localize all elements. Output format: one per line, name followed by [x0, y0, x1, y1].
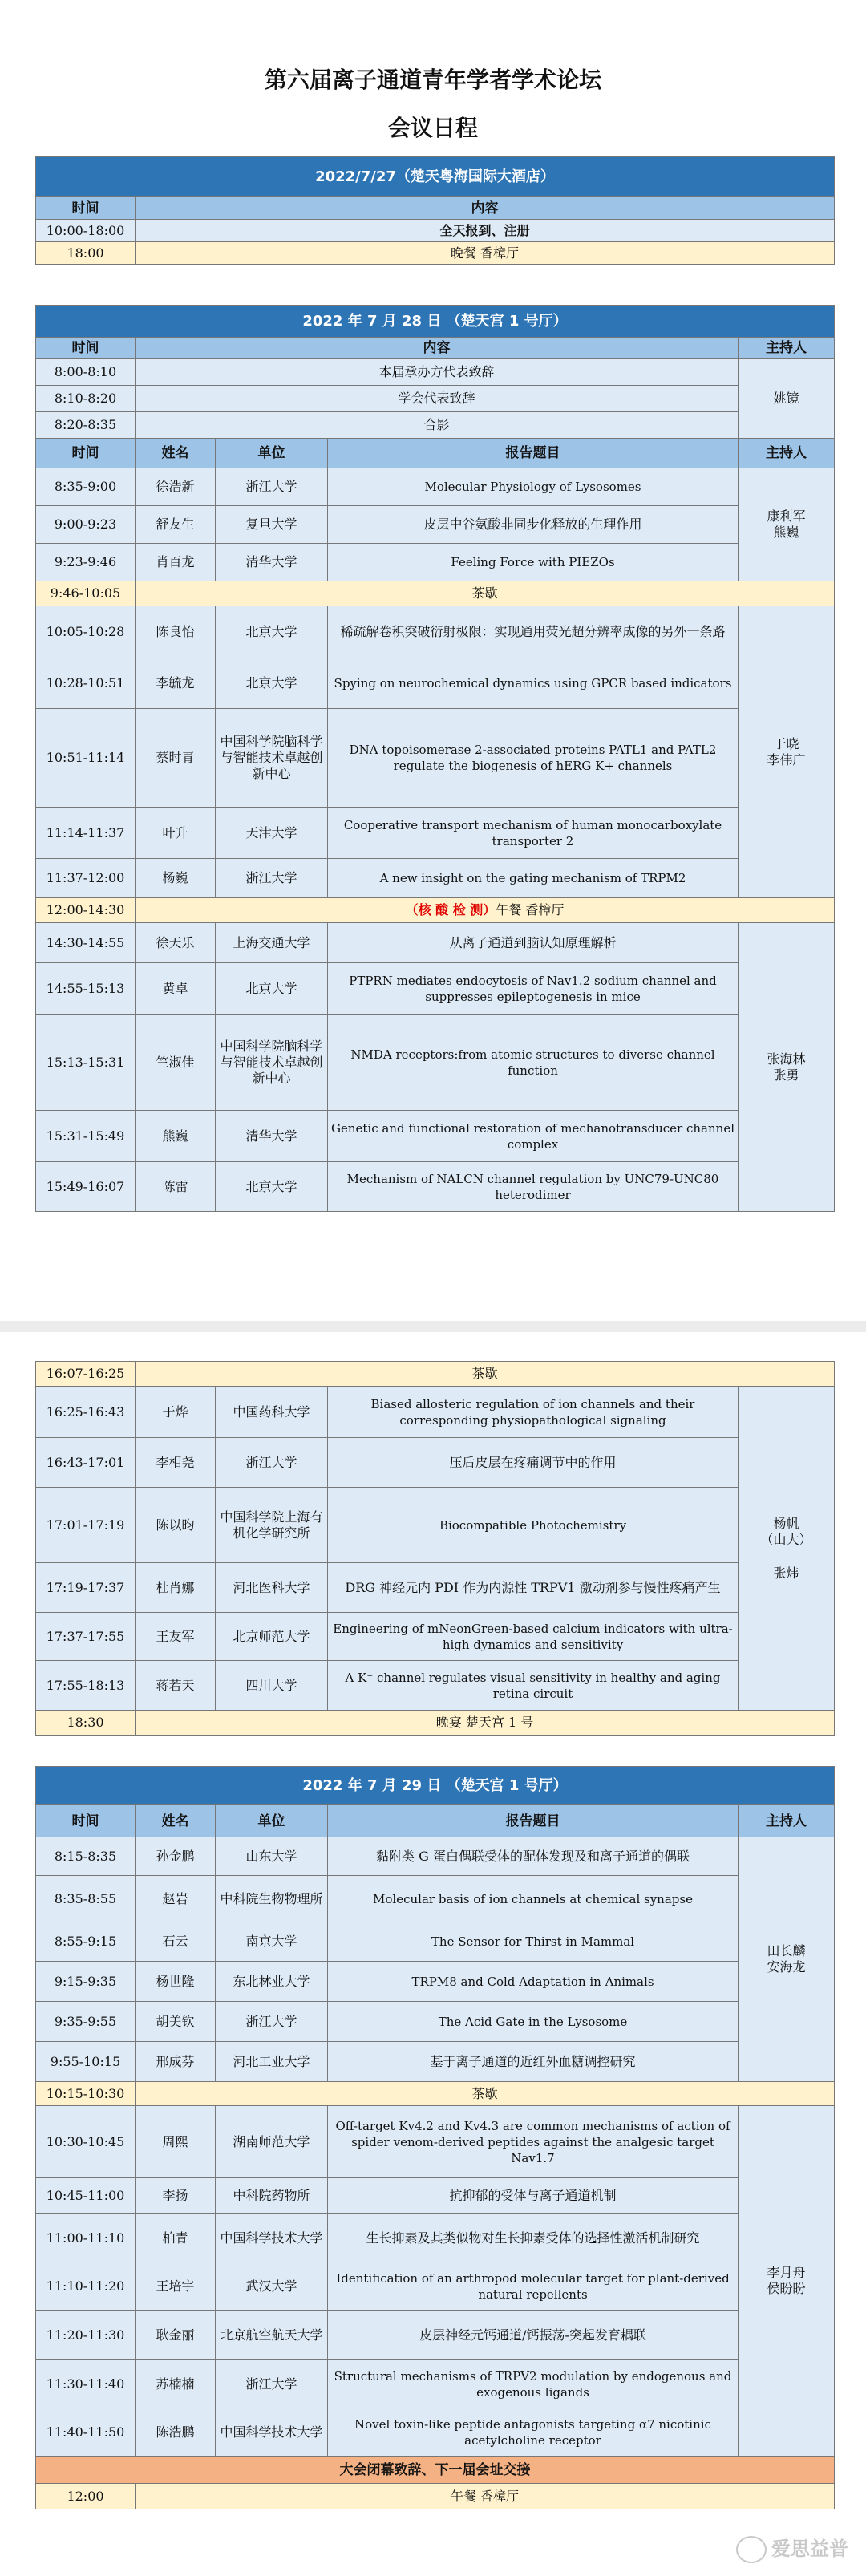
speaker-name: 李扬	[136, 2178, 216, 2214]
day3-table	[35, 1766, 835, 2509]
talk-time: 10:45-11:00	[36, 2178, 136, 2214]
talk-time: 10:28-10:51	[36, 658, 136, 709]
talk-time: 11:10-11:20	[36, 2262, 136, 2311]
speaker-name: 陈良怡	[136, 606, 216, 658]
break-content: 茶歇	[136, 2082, 835, 2106]
speaker-unit: 北京大学	[216, 963, 328, 1015]
talk-topic: Mechanism of NALCN channel regulation by UNC79-UNC80 heterodimer	[328, 1162, 739, 1212]
talk-time: 8:15-8:35	[36, 1837, 136, 1876]
closing-ceremony: 大会闭幕致辞、下一届会址交接	[36, 2457, 835, 2484]
speaker-name: 陈以昀	[136, 1488, 216, 1563]
host-name: 李月舟	[767, 2265, 806, 2280]
speaker-name: 陈浩鹏	[136, 2408, 216, 2457]
row-content: 学会代表致辞	[136, 386, 739, 412]
talk-topic: Feeling Force with PIEZOs	[328, 544, 739, 581]
break-time: 18:30	[36, 1711, 136, 1736]
host-name: 侯盼盼	[767, 2281, 806, 2296]
col-name: 姓名	[136, 439, 216, 468]
speaker-name: 李毓龙	[136, 658, 216, 709]
host-name: 康利军	[767, 508, 806, 524]
talk-time: 9:35-9:55	[36, 2002, 136, 2042]
speaker-unit: 山东大学	[216, 1837, 328, 1876]
speaker-unit: 湖南师范大学	[216, 2106, 328, 2178]
talk-time: 16:25-16:43	[36, 1387, 136, 1438]
break-time: 16:07-16:25	[36, 1362, 136, 1387]
nucleic-acid-test-note: （核 酸 检 测）	[405, 902, 496, 917]
lunch-text: 午餐 香樟厅	[496, 902, 565, 917]
talk-time: 9:23-9:46	[36, 544, 136, 581]
speaker-name: 石云	[136, 1922, 216, 1962]
talk-topic: Molecular basis of ion channels at chemical synapse	[328, 1876, 739, 1922]
day3-banner: 2022 年 7 月 29 日 （楚天宫 1 号厅）	[36, 1767, 835, 1805]
speaker-name: 杨世隆	[136, 1962, 216, 2002]
talk-topic: Spying on neurochemical dynamics using GPCR based indicators	[328, 658, 739, 709]
break-content	[136, 898, 835, 923]
speaker-name: 胡美钦	[136, 2002, 216, 2042]
col-time: 时间	[36, 338, 136, 359]
host-cell	[739, 1837, 835, 2082]
speaker-name: 邢成芬	[136, 2042, 216, 2082]
talk-time: 17:55-18:13	[36, 1661, 136, 1711]
speaker-name: 徐天乐	[136, 923, 216, 963]
row-time: 8:10-8:20	[36, 386, 136, 412]
row-time: 10:00-18:00	[36, 220, 136, 242]
speaker-unit: 南京大学	[216, 1922, 328, 1962]
speaker-unit: 中国科学技术大学	[216, 2214, 328, 2262]
talk-time: 11:20-11:30	[36, 2311, 136, 2360]
speaker-unit: 浙江大学	[216, 2002, 328, 2042]
col-time: 时间	[36, 1805, 136, 1837]
col-time: 时间	[36, 439, 136, 468]
talk-topic: Genetic and functional restoration of mechanotransducer channel complex	[328, 1111, 739, 1162]
watermark	[736, 2533, 848, 2563]
wechat-icon	[736, 2536, 767, 2563]
row-content: 全天报到、注册	[136, 220, 835, 242]
day2-banner: 2022 年 7 月 28 日 （楚天宫 1 号厅）	[36, 306, 835, 338]
talk-topic: Cooperative transport mechanism of human monocarboxylate transporter 2	[328, 808, 739, 859]
speaker-name: 徐浩新	[136, 468, 216, 506]
host-cell	[739, 1387, 835, 1711]
row-time: 8:00-8:10	[36, 359, 136, 386]
speaker-name: 熊巍	[136, 1111, 216, 1162]
speaker-name: 杨巍	[136, 859, 216, 898]
speaker-name: 蔡时青	[136, 709, 216, 808]
talk-time: 17:01-17:19	[36, 1488, 136, 1563]
row-content: 晚餐 香樟厅	[136, 242, 835, 265]
talk-topic: Engineering of mNeonGreen-based calcium indicators with ultra-high dynamics and sensitivity	[328, 1613, 739, 1661]
host-name: 李伟广	[767, 751, 806, 768]
talk-topic: Biased allosteric regulation of ion channels and their corresponding physiopathological signaling	[328, 1387, 739, 1438]
speaker-unit: 中科院药物所	[216, 2178, 328, 2214]
speaker-name: 柏青	[136, 2214, 216, 2262]
host-cell	[739, 2106, 835, 2457]
break-time: 12:00	[36, 2484, 136, 2509]
host-name: （山大）	[760, 1531, 812, 1547]
talk-topic: 生长抑素及其类似物对生长抑素受体的选择性激活机制研究	[328, 2214, 739, 2262]
speaker-unit: 浙江大学	[216, 859, 328, 898]
talk-time: 16:43-17:01	[36, 1438, 136, 1488]
talk-topic: 皮层中谷氨酸非同步化释放的生理作用	[328, 506, 739, 544]
host-name: 张勇	[773, 1067, 799, 1083]
talk-time: 10:51-11:14	[36, 709, 136, 808]
talk-topic: A K⁺ channel regulates visual sensitivity in healthy and aging retina circuit	[328, 1661, 739, 1711]
col-name: 姓名	[136, 1805, 216, 1837]
speaker-unit: 中国科学院上海有机化学研究所	[216, 1488, 328, 1563]
talk-topic: The Sensor for Thirst in Mammal	[328, 1922, 739, 1962]
speaker-name: 黄卓	[136, 963, 216, 1015]
speaker-unit: 浙江大学	[216, 468, 328, 506]
col-time: 时间	[36, 197, 136, 220]
speaker-unit: 北京师范大学	[216, 1613, 328, 1661]
talk-time: 15:31-15:49	[36, 1111, 136, 1162]
speaker-name: 叶升	[136, 808, 216, 859]
speaker-name: 苏楠楠	[136, 2360, 216, 2408]
talk-topic: NMDA receptors:from atomic structures to diverse channel function	[328, 1015, 739, 1111]
col-unit: 单位	[216, 1805, 328, 1837]
speaker-unit: 中科院生物物理所	[216, 1876, 328, 1922]
talk-time: 10:05-10:28	[36, 606, 136, 658]
col-host: 主持人	[739, 338, 835, 359]
speaker-unit: 北京大学	[216, 1162, 328, 1212]
talk-time: 17:19-17:37	[36, 1563, 136, 1613]
host-name: 张海林	[767, 1051, 806, 1067]
page-subtitle: 会议日程	[387, 115, 478, 141]
speaker-name: 杜肖娜	[136, 1563, 216, 1613]
day2-afternoon-table	[35, 1361, 835, 1736]
row-time: 8:20-8:35	[36, 412, 136, 439]
break-content: 晚宴 楚天宫 1 号	[136, 1711, 835, 1736]
speaker-unit: 天津大学	[216, 808, 328, 859]
talk-topic: 基于离子通道的近红外血糖调控研究	[328, 2042, 739, 2082]
speaker-name: 耿金丽	[136, 2311, 216, 2360]
watermark-text: 爱思益普	[771, 2538, 848, 2560]
day1-table	[35, 156, 835, 265]
break-time: 10:15-10:30	[36, 2082, 136, 2106]
col-host: 主持人	[739, 1805, 835, 1837]
talk-time: 11:40-11:50	[36, 2408, 136, 2457]
talk-time: 11:30-11:40	[36, 2360, 136, 2408]
speaker-name: 肖百龙	[136, 544, 216, 581]
talk-topic: Molecular Physiology of Lysosomes	[328, 468, 739, 506]
speaker-name: 孙金鹏	[136, 1837, 216, 1876]
speaker-name: 竺淑佳	[136, 1015, 216, 1111]
col-content: 内容	[136, 197, 835, 220]
talk-time: 9:15-9:35	[36, 1962, 136, 2002]
speaker-unit: 河北工业大学	[216, 2042, 328, 2082]
col-unit: 单位	[216, 439, 328, 468]
row-content: 本届承办方代表致辞	[136, 359, 739, 386]
speaker-unit: 北京大学	[216, 658, 328, 709]
speaker-name: 蒋若天	[136, 1661, 216, 1711]
break-content: 茶歇	[136, 1362, 835, 1387]
speaker-name: 王培宇	[136, 2262, 216, 2311]
host-name: 于晓	[773, 735, 799, 751]
talk-time: 8:35-9:00	[36, 468, 136, 506]
host-cell	[739, 606, 835, 898]
talk-topic: Identification of an arthropod molecular target for plant-derived natural repellents	[328, 2262, 739, 2311]
talk-topic: 压后皮层在疼痛调节中的作用	[328, 1438, 739, 1488]
speaker-unit: 上海交通大学	[216, 923, 328, 963]
talk-topic: The Acid Gate in the Lysosome	[328, 2002, 739, 2042]
speaker-name: 陈雷	[136, 1162, 216, 1212]
talk-topic: PTPRN mediates endocytosis of Nav1.2 sodium channel and suppresses epileptogenesis in mice	[328, 963, 739, 1015]
host-name: 杨帆	[773, 1515, 799, 1531]
speaker-name: 于烨	[136, 1387, 216, 1438]
speaker-unit: 中国药科大学	[216, 1387, 328, 1438]
speaker-unit: 东北林业大学	[216, 1962, 328, 2002]
col-content: 内容	[136, 338, 739, 359]
speaker-unit: 北京航空航天大学	[216, 2311, 328, 2360]
talk-time: 8:55-9:15	[36, 1922, 136, 1962]
talk-topic: Biocompatible Photochemistry	[328, 1488, 739, 1563]
talk-time: 17:37-17:55	[36, 1613, 136, 1661]
day1-banner: 2022/7/27（楚天粤海国际大酒店）	[36, 157, 835, 197]
talk-topic: Novel toxin-like peptide antagonists targeting α7 nicotinic acetylcholine receptor	[328, 2408, 739, 2457]
speaker-unit: 中国科学院脑科学与智能技术卓越创新中心	[216, 1015, 328, 1111]
speaker-unit: 河北医科大学	[216, 1563, 328, 1613]
page-separator	[0, 1321, 866, 1332]
col-topic: 报告题目	[328, 439, 739, 468]
host-name: 田长麟	[767, 1943, 806, 1958]
talk-time: 14:55-15:13	[36, 963, 136, 1015]
host-name: 张炜	[773, 1565, 799, 1581]
speaker-name: 王友军	[136, 1613, 216, 1661]
talk-time: 14:30-14:55	[36, 923, 136, 963]
col-topic: 报告题目	[328, 1805, 739, 1837]
host-cell	[739, 468, 835, 581]
break-content: 茶歇	[136, 581, 835, 606]
host-cell	[739, 923, 835, 1212]
talk-topic: TRPM8 and Cold Adaptation in Animals	[328, 1962, 739, 2002]
break-content: 午餐 香樟厅	[136, 2484, 835, 2509]
break-time: 12:00-14:30	[36, 898, 136, 923]
talk-time: 11:37-12:00	[36, 859, 136, 898]
talk-time: 11:00-11:10	[36, 2214, 136, 2262]
speaker-unit: 中国科学技术大学	[216, 2408, 328, 2457]
speaker-unit: 中国科学院脑科学与智能技术卓越创新中心	[216, 709, 328, 808]
talk-topic: DRG 神经元内 PDI 作为内源性 TRPV1 激动剂参与慢性疼痛产生	[328, 1563, 739, 1613]
break-time: 9:46-10:05	[36, 581, 136, 606]
row-content: 合影	[136, 412, 739, 439]
row-time: 18:00	[36, 242, 136, 265]
talk-topic: Structural mechanisms of TRPV2 modulation by endogenous and exogenous ligands	[328, 2360, 739, 2408]
speaker-unit: 清华大学	[216, 1111, 328, 1162]
speaker-unit: 四川大学	[216, 1661, 328, 1711]
col-host: 主持人	[739, 439, 835, 468]
speaker-name: 舒友生	[136, 506, 216, 544]
talk-topic: DNA topoisomerase 2-associated proteins PATL1 and PATL2 regulate the biogenesis of hERG K+ channels	[328, 709, 739, 808]
talk-time: 11:14-11:37	[36, 808, 136, 859]
speaker-unit: 北京大学	[216, 606, 328, 658]
talk-topic: 抗抑郁的受体与离子通道机制	[328, 2178, 739, 2214]
day2-table	[35, 305, 835, 1212]
speaker-unit: 浙江大学	[216, 1438, 328, 1488]
talk-time: 15:13-15:31	[36, 1015, 136, 1111]
speaker-unit: 武汉大学	[216, 2262, 328, 2311]
talk-topic: A new insight on the gating mechanism of TRPM2	[328, 859, 739, 898]
talk-topic: 皮层神经元钙通道/钙振荡-突起发育耦联	[328, 2311, 739, 2360]
talk-topic: 稀疏解卷积突破衍射极限：实现通用荧光超分辨率成像的另外一条路	[328, 606, 739, 658]
speaker-unit: 清华大学	[216, 544, 328, 581]
page-title: 第六届离子通道青年学者学术论坛	[264, 67, 601, 93]
talk-time: 15:49-16:07	[36, 1162, 136, 1212]
talk-topic: 黏附类 G 蛋白偶联受体的配体发现及和离子通道的偶联	[328, 1837, 739, 1876]
speaker-name: 周熙	[136, 2106, 216, 2178]
talk-topic: Off-target Kv4.2 and Kv4.3 are common mechanisms of action of spider venom-derived peptides against the analgesic target Nav1.7	[328, 2106, 739, 2178]
talk-topic: 从离子通道到脑认知原理解析	[328, 923, 739, 963]
speaker-name: 李相尧	[136, 1438, 216, 1488]
host-cell: 姚镜	[739, 359, 835, 439]
host-name: 熊巍	[773, 525, 799, 540]
talk-time: 9:00-9:23	[36, 506, 136, 544]
speaker-unit: 浙江大学	[216, 2360, 328, 2408]
talk-time: 9:55-10:15	[36, 2042, 136, 2082]
host-name: 安海龙	[767, 1959, 806, 1975]
speaker-name: 赵岩	[136, 1876, 216, 1922]
talk-time: 10:30-10:45	[36, 2106, 136, 2178]
speaker-unit: 复旦大学	[216, 506, 328, 544]
talk-time: 8:35-8:55	[36, 1876, 136, 1922]
